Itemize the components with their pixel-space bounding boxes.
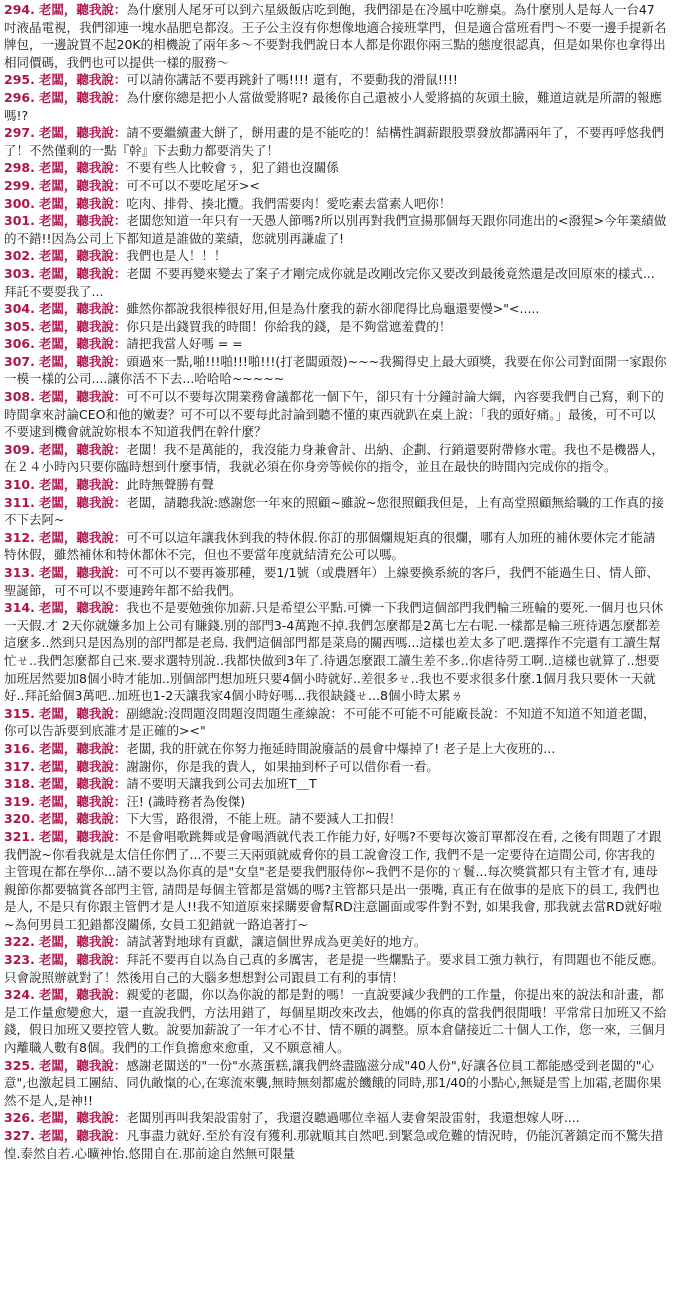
entry-text: 請不要繼續畫大餅了，餅用畫的是不能吃的！結構性調薪跟股票發放都講兩年了，不要再呼悠我們了！不然僅剩的一點『幹』下去動力都要消失了！ [4,125,664,158]
list-item [4,388,667,441]
entry-number: 296. [4,89,35,105]
entry-text: 請把我當人好嗎 = = [126,336,243,352]
entry-number: 324. [4,987,35,1003]
entry-text: 我也不是要勉強你加薪.只是希望公平點.可憐一下我們這個部門我們輪三班輪的要死.一個月也只休一天假.才 2天你就嫌多加上公司有賺錢.別的部門3-4萬跑不掉.我們怎麼都是2萬七左右呢.一樣都是輪三班待遇怎麼都差這麼多..然到只是因為別的部門都是老鳥. 我們這個部門都是菜鳥的關西嗎...這樣也差太多了吧.選擇作不完還有工讀生幫忙ㄝ..我們怎麼都自己來.要求選特別說..我都快做到3年了.待遇怎麼跟工讀生差不多..你虐待勞工啊..這樣也就算了..想要加班居然要加8個小時才能加..別個部門想加班只要4個小時就好..差很多ㄝ..我也不要求很多什麼.1個月我只要休一天就好..拜託給個3萬吧..加班也1-2天讓我家4個小時好嗎...我很缺錢ㄝ...8個小時太累ㄌ [4,600,664,704]
entry-lead: 老闆，聽我說： [38,125,127,141]
entry-lead: 老闆，聽我說： [38,248,127,264]
entry-text: 請不要明天讓我到公司去加班T＿T [126,776,317,792]
list-item [4,564,667,599]
entry-number: 309. [4,441,35,457]
entry-text: 汪! (識時務者為俊傑) [126,793,246,809]
list-item [4,1109,667,1127]
entry-number: 299. [4,177,35,193]
list-item [4,793,667,811]
list-item [4,476,667,494]
entry-number: 305. [4,318,35,334]
entry-text: 老闆，請聽我說:感謝您一年來的照顧~雖說~您很照顧我但是，上有高堂照顧無給職的工作真的接不下去阿~ [4,494,665,528]
entry-number: 300. [4,195,35,211]
entry-number: 298. [4,160,35,176]
entry-lead: 老闆，聽我說： [38,705,127,721]
list-item [4,1,667,71]
list-item [4,1057,667,1110]
entry-number: 312. [4,529,35,545]
entry-lead: 老闆，聽我說： [38,389,127,405]
list-item [4,758,667,776]
entry-lead: 老闆，聽我說： [38,811,127,827]
list-item [4,159,667,177]
entry-number: 308. [4,389,35,405]
entry-text: 不要有些人比較會ㄋ，犯了錯也沒關係 [126,160,339,176]
entry-number: 306. [4,336,35,352]
entry-number: 323. [4,952,35,968]
list-item [4,494,667,529]
entry-text: 吃肉、排骨、揍北攬。我們需要肉！愛吃素去當素人吧你！ [126,195,452,211]
entry-lead: 老闆，聽我說： [38,318,127,334]
entry-number: 316. [4,740,35,756]
list-item [4,71,667,89]
entry-lead: 老闆，聽我說： [38,477,127,493]
list-item [4,335,667,353]
entry-lead: 老闆，聽我說： [38,1128,127,1143]
entry-text: 為什麼你總是把小人當做愛將呢? 最後你自己還被小人愛將搞的灰頭土臉，難道這就是所謂的報應嗎!? [4,89,662,123]
entry-lead: 老闆，聽我說： [38,265,127,281]
entry-lead: 老闆，聽我說： [38,301,127,317]
entry-text: 感謝老闆送的"一份"水蒸蛋糕,讓我們終盡臨滋分成"40人份",好讓各位員工都能感受到老闆的"心意",也激起員工團結、同仇敵愾的心,在寒流來襲,無時無刻都處於饑餓的同時,那1/40的小點心,無疑是雪上加霜,老闆你果然不是人,是神!! [4,1057,662,1108]
entry-text: 可不可以不要再簽那種，要1/1號（或農曆年）上線要換系統的客戶，我們不能過生日、情人節、聖誕節，可不可以不要連跨年都不給我們。 [4,565,659,598]
list-item [4,353,667,388]
entry-lead: 老闆，聽我說： [38,758,127,774]
entry-lead: 老闆，聽我說： [38,740,127,756]
list-item [4,740,667,758]
list-item [4,986,667,1056]
entry-number: 294. [4,2,35,17]
entry-number: 314. [4,600,35,616]
entry-number: 326. [4,1110,35,1126]
list-item [4,89,667,124]
entry-lead: 老闆，聽我說： [38,1057,127,1073]
entry-text: 你只是出錢買我的時間！你給我的錢，是不夠當遮羞費的！ [126,318,452,334]
entry-lead: 老闆，聽我說： [38,195,127,211]
entry-text: 可不可以不要吃尾牙>< [126,177,260,193]
entry-text: 老闆 不要再變來變去了案子才剛完成你就是改剛改完你又要改到最後竟然還是改回原來的樣式...拜託不要耍我了... [4,265,655,299]
entry-text: 老闆！我不是萬能的，我沒能力身兼會計、出納、企劃、行銷還要附帶修水電。我也不是機器人，在２４小時內只要你臨時想到什麼事情，我就必須在你身旁等候你的指令，並且在最快的時間內完成你的指令。 [4,441,664,475]
list-item [4,951,667,986]
entry-text: 老闆您知道一年只有一天愚人節嗎?所以別再對我們宣揚那個每天跟你同進出的<潑猩>今年業績做的不錯!!因為公司上下都知道是誰做的業績，您就別再謙虛了! [4,213,667,246]
entry-text: 老闆, 我的肝就在你努力拖延時間說廢話的晨會中爆掉了! 老子是上大夜班的... [126,740,556,756]
entry-text: 我們也是人！！！ [126,248,227,264]
list-item [4,775,667,793]
entry-lead: 老闆，聽我說： [38,441,127,457]
list-item [4,529,667,564]
entry-number: 302. [4,248,35,264]
entry-lead: 老闆，聽我說： [38,177,127,193]
entry-lead: 老闆，聽我說： [38,2,127,17]
list-item [4,933,667,951]
entry-number: 319. [4,793,35,809]
entry-text: 可以請你講話不要再跳針了嗎!!!! 還有，不要動我的滑鼠!!!! [126,72,458,88]
list-item [4,177,667,195]
entry-lead: 老闆，聽我說： [38,828,127,844]
list-item [4,195,667,213]
entry-number: 297. [4,125,35,141]
list-item [4,318,667,336]
list-item [4,124,667,159]
list-item [4,247,667,265]
entry-number: 320. [4,811,35,827]
entry-text: 可不可以不要每次開業務會議都花一個下午，卻只有十分鐘討論大綱，內容要我們自己寫，剩下的時間拿來討論CEO和他的嫩妻？可不可以不要每此討論到聽不懂的東西就趴在桌上說：「我的頭好痛。」最後，可不可以不要逮到機會就說妳根本不知道我們在幹什麼？ [4,389,664,440]
entry-number: 310. [4,477,35,493]
entry-lead: 老闆，聽我說： [38,987,127,1003]
entry-number: 295. [4,72,35,88]
entry-lead: 老闆，聽我說： [38,776,127,792]
list-item [4,441,667,476]
entry-number: 307. [4,353,35,369]
entry-text: 此時無聲勝有聲 [126,477,214,493]
entry-lead: 老闆，聽我說： [38,600,127,616]
list-item [4,212,667,247]
entry-number: 303. [4,265,35,281]
entry-text: 老闆別再叫我架設雷射了，我還沒聽過哪位幸福人妻會架設雷射，我還想嫁人呀.... [126,1110,580,1126]
entry-text: 謝謝你，你是我的貴人，如果抽到杯子可以借你看一看。 [126,758,439,774]
entry-lead: 老闆，聽我說： [38,529,127,545]
entry-number: 318. [4,776,35,792]
entry-text: 凡事盡力就好.至於有沒有獲利.那就順其自然吧.到緊急或危難的情況時，仍能沉著鎮定而不驚失措惶.泰然自若.心曠神怡.悠閒自在.那前途自然無可限量 [4,1128,664,1161]
list-item [4,828,667,934]
entry-lead: 老闆，聽我說： [38,952,127,968]
entry-number: 311. [4,494,35,510]
entry-number: 317. [4,758,35,774]
entry-text: 可不可以這年讓我休到我的特休假.你訂的那個爛規矩真的很爛，哪有人加班的補休要休完才能請特休假，雖然補休和特休都休不完，但也不要當年度就結清充公可以嗎。 [4,529,656,563]
entry-number: 325. [4,1057,35,1073]
entry-text: 為什麼別人尾牙可以到六星級飯店吃到飽，我們卻是在冷風中吃辦桌。為什麼別人是每人一台47吋液晶電視，我們卻連一塊水晶肥皂都沒。王子公主沒有你想像地適合接班掌門，但是適合當班看門～不要一邊手提新名牌包，一邊說買不起20K的相機說了兩年多～不要對我們說日本人都是你跟你兩三點的態度很認真，但是如果你也拿得出相同價碼，我們也可以提供一樣的服務～ [4,2,667,70]
entry-text: 拜託不要再自以為自己真的多厲害，老是提一些爛點子。要求員工強力執行，有問題也不能反應。只會說照辦就對了！然後用自己的大腦多想想對公司跟員工有利的事情！ [4,952,664,985]
entry-number: 301. [4,213,35,229]
list-item [4,1127,667,1162]
entry-number: 327. [4,1128,35,1143]
list-item [4,300,667,318]
entry-text: 頭過來一點,啪!!!啪!!!啪!!!(打老闆頭殼)~~~我獨得史上最大頭獎，我要在你公司對面開一家跟你一模一樣的公司....讓你活不下去...哈哈哈~~~~~ [4,353,667,387]
entry-number: 322. [4,934,35,950]
entry-number: 321. [4,828,35,844]
entry-text: 不是會唱歌跳舞或是會喝酒就代表工作能力好, 好嗎?不要每次簽訂單都沒在看, 之後有問題了才跟我們說~你看我就是太信任你們了...不要三天兩頭就威脅你的員工說會沒工作, 我們不是一定要待在這間公司, 你害我的主管現在都在學你...請不要以為你真的是"女皇"老是要我們服侍你~我們不是你的ㄚ鬟...每次獎賞都只有主管才有, 連母親節你都要犒賞各部門主管, 請問是每個主管都是當媽的嗎?主管都只是出一張嘴, 真正有在做事的是底下的員工, 我們也是人, 不是只有你跟主管們才是人!!我不知道原來採購要會幫RD注意圖面或零件對不對, 如果我會, 那我就去當RD就好啦~為何男員工犯錯都沒關係, 女員工犯錯就一路追著打~ [4,828,662,932]
entry-lead: 老闆，聽我說： [38,934,127,950]
entry-lead: 老闆，聽我說： [38,793,127,809]
entry-lead: 老闆，聽我說： [38,336,127,352]
entry-lead: 老闆，聽我說： [38,89,127,105]
entry-lead: 老闆，聽我說： [38,72,127,88]
entry-lead: 老闆，聽我說： [38,213,127,229]
list-item [4,810,667,828]
entry-text: 請試著對地球有貢獻，讓這個世界成為更美好的地方。 [126,934,427,950]
entry-text: 親愛的老闆，你以為你說的都是對的嗎！一直說要減少我們的工作量，你提出來的說法和計畫，都是工作量愈變愈大，還一直說我們，方法用錯了，每個星期改來改去，他媽的你真的當我們很閒哦！平常常日加班又不給錢，假日加班又要控管人數。說要加薪說了一年才心不甘、情不願的調整。原本倉儲接近二十個人工作，您一來，三個月內離職人數有8個。我們的工作負擔愈來愈重，又不願意補人。 [4,987,667,1056]
entry-text: 雖然你都說我很棒很好用,但是為什麼我的薪水卻爬得比烏龜還要慢>"<..... [126,301,540,317]
entry-lead: 老闆，聽我說： [38,1110,127,1126]
list-item [4,705,667,740]
entry-lead: 老闆，聽我說： [38,160,127,176]
entry-lead: 老闆，聽我說： [38,353,127,369]
list-item [4,265,667,300]
list-item [4,599,667,705]
entry-text: 副總說:沒問題沒問題沒問題生產線說：不可能不可能不可能廠長說：不知道不知道不知道老闆，你可以告訴要到底誰才是正確的><" [4,705,656,739]
entry-lead: 老闆，聽我說： [38,494,127,510]
entry-text: 下大雪，路很滑，不能上班。請不要減人工扣假！ [126,811,402,827]
entry-number: 304. [4,301,35,317]
entry-lead: 老闆，聽我說： [38,565,127,580]
entry-number: 313. [4,565,35,580]
entry-number: 315. [4,705,35,721]
